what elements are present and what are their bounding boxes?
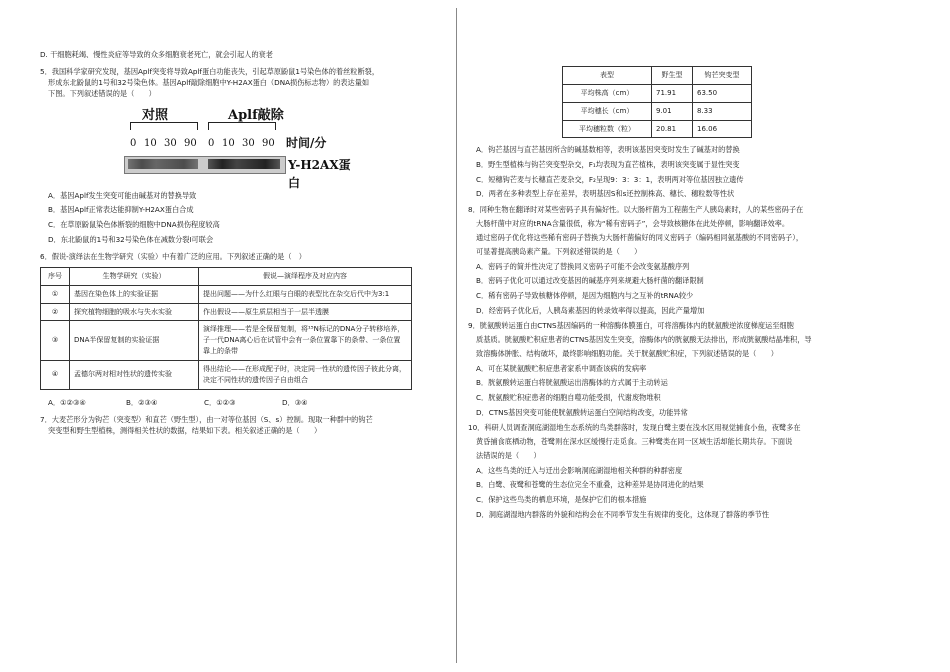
table-cell: 演绎推理——若是全保留复制，将¹⁵N标记的DNA分子转移培养，子一代DNA离心后在试管中会有一条位置靠下的条带、一条位置靠上的条带 — [199, 321, 412, 361]
q7-option-b: B．野生型植株与钩芒突变型杂交，F₁均表现为直芒植株，表明该突变属于显性突变 — [476, 160, 740, 170]
q4-option-d: D. 干细胞耗竭、慢性炎症等导致的众多细胞衰老死亡，就会引起人的衰老 — [40, 50, 273, 59]
left-column — [40, 0, 445, 436]
knockout-label: Aplf敲除 — [228, 107, 284, 123]
tick-label: 10 — [144, 137, 157, 149]
table-cell: DNA半保留复制的实验证据 — [70, 321, 199, 361]
knockout-brace — [208, 122, 276, 130]
table-row — [563, 102, 752, 120]
table-cell: 8.33 — [693, 102, 752, 120]
western-blot-figure — [124, 106, 354, 191]
question-10 — [468, 422, 908, 520]
q8-option-a: A．密码子的简并性决定了替换同义密码子可能不会改变氨基酸序列 — [476, 261, 690, 271]
q8-stem-line3: 通过密码子优化将这些稀有密码子替换为大肠杆菌偏好的同义密码子（编码相同氨基酸的不同密码子）， — [476, 232, 804, 242]
q9-stem-line2: 质基质。胱氨酸贮积症患者的CTNS基因发生突变，溶酶体内的胱氨酸无法排出，形成胱氨酸结晶堆积，导 — [476, 334, 812, 344]
q5-stem-line3: 下图。下列叙述错误的是（ ） — [48, 89, 156, 99]
question-9 — [468, 320, 908, 418]
tick-label: 30 — [164, 137, 177, 149]
tick-label: 30 — [242, 137, 255, 149]
protein-label: Y-H2AX蛋白 — [288, 157, 351, 191]
table-header: 钩芒突变型 — [693, 67, 752, 85]
q10-option-d: D．洞庭湖湿地内群落的外貌和结构会在不同季节发生有规律的变化，这体现了群落的季节性 — [476, 509, 770, 519]
table-cell: 63.50 — [693, 84, 752, 102]
q6-option-c: C．①②③ — [204, 397, 236, 407]
q7-table — [562, 66, 752, 138]
control-label: 对照 — [142, 107, 169, 123]
table-row — [41, 321, 412, 361]
q8-option-b: B．密码子优化可以通过改变基因的碱基序列来规避大肠杆菌的翻译限制 — [476, 276, 704, 286]
table-header: 表型 — [563, 67, 652, 85]
control-band — [128, 159, 198, 169]
q9-option-a: A．可在某胱氨酸贮积症患者家系中调查该病的发病率 — [476, 363, 647, 373]
q8-option-c: C．稀有密码子导致核糖体停顿，是因为细胞内与之互补的tRNA较少 — [476, 290, 694, 300]
q7-option-a: A．钩芒基因与直芒基因所含的碱基数相等，表明该基因突变时发生了碱基对的替换 — [476, 145, 740, 155]
table-header: 野生型 — [652, 67, 693, 85]
q6-options — [40, 397, 445, 408]
q6-option-a: A．①②③④ — [48, 397, 86, 407]
q9-option-c: C．胱氨酸贮积症患者的细胞自噬功能受损，代谢废物堆积 — [476, 393, 661, 403]
tick-label: 90 — [184, 137, 197, 149]
q9-option-d: D．CTNS基因突变可能使胱氨酸转运蛋白空间结构改变，功能异常 — [476, 407, 688, 417]
tick-label: 10 — [222, 137, 235, 149]
table-cell: ④ — [41, 360, 70, 389]
q7-stem-line2: 突变型和野生型植株，测得相关性状的数据，结果如下表。相关叙述正确的是（ ） — [48, 425, 322, 435]
q10-stem-line1: 10．科研人员调查洞庭湖湿地生态系统的鸟类群落时，发现白鹭主要在浅水区用视觉捕食小鱼，夜鹭多在 — [468, 422, 801, 432]
knockout-band — [208, 159, 280, 169]
table-cell: 孟德尔两对相对性状的遗传实验 — [70, 360, 199, 389]
table-row — [41, 360, 412, 389]
q9-stem-line1: 9．胱氨酸转运蛋白由CTNS基因编码的一种溶酶体膜蛋白，可将溶酶体内的胱氨酸逆浓度梯度运至细胞 — [468, 320, 794, 330]
q10-stem-line3: 法错误的是（ ） — [476, 451, 541, 461]
q8-stem-line1: 8．同种生物在翻译时对某些密码子具有偏好性。以大肠杆菌为工程菌生产人胰岛素时，人的某些密码子在 — [468, 204, 804, 214]
control-brace — [130, 122, 198, 130]
column-divider — [456, 8, 457, 663]
table-cell: ② — [41, 303, 70, 321]
question-7 — [40, 414, 445, 436]
table-row — [41, 303, 412, 321]
table-cell: 探究植物细胞的吸水与失水实验 — [70, 303, 199, 321]
table-cell: 9.01 — [652, 102, 693, 120]
q6-stem: 6．假说-演绎法在生物学研究（实验）中有着广泛的应用。下列叙述正确的是（ ） — [40, 251, 306, 261]
q7-stem-line1: 7．大麦芒形分为钩芒（突变型）和直芒（野生型），由一对等位基因（S、s）控制。现取一种群中的钩芒 — [40, 414, 373, 424]
q8-stem-line2: 大肠杆菌中对应的tRNA含量很低，称为“稀有密码子”，会导致核糖体在此处停顿，影响翻译效率。 — [476, 218, 790, 228]
q5-option-b: B．基因Aplf正常表达能抑制Y-H2AX蛋白合成 — [48, 205, 194, 215]
tick-label: 0 — [130, 137, 137, 149]
q5-option-a: A．基因Aplf发生突变可能由碱基对的替换导致 — [48, 190, 197, 200]
q5-stem-line1: 5．我国科学家研究发现，基因Aplf突变将导致Aplf蛋白功能丧失，引起草原鼢鼠1号染色体的着丝粒断裂， — [40, 67, 380, 77]
table-cell: 平均株高（cm） — [563, 84, 652, 102]
table-cell: ③ — [41, 321, 70, 361]
q10-option-c: C．保护这些鸟类的栖息环境，是保护它们的根本措施 — [476, 495, 647, 505]
table-cell: 得出结论——在形成配子时，决定同一性状的遗传因子彼此分离，决定不同性状的遗传因子自由组合 — [199, 360, 412, 389]
q6-table — [40, 267, 412, 390]
tick-label: 90 — [262, 137, 275, 149]
table-cell: ① — [41, 285, 70, 303]
right-column — [468, 0, 908, 520]
table-cell: 基因在染色体上的实验证据 — [70, 285, 199, 303]
q8-stem-line4: 可显著提高胰岛素产量。下列叙述错误的是（ ） — [476, 246, 642, 256]
q9-option-b: B．胱氨酸转运蛋白将胱氨酸运出溶酶体的方式属于主动转运 — [476, 378, 668, 388]
question-6 — [40, 251, 445, 408]
q7-option-d: D．两者在多种表型上存在差异，表明基因S和s还控制株高、穗长、穗粒数等性状 — [476, 189, 735, 199]
table-row — [563, 84, 752, 102]
q10-stem-line2: 黄昏捕食底栖动物，苍鹭则在深水区缓慢行走觅食。三种鹭类在同一区域生活却能长期共存。下面说 — [476, 437, 793, 446]
q5-option-c: C．在草原鼢鼠染色体断裂的细胞中DNA损伤程度较高 — [48, 219, 220, 229]
table-header: 生物学研究（实验） — [70, 267, 199, 285]
table-cell: 71.91 — [652, 84, 693, 102]
q6-option-b: B．②③④ — [126, 397, 158, 407]
q6-option-d: D．③④ — [282, 397, 308, 407]
table-header-row — [41, 267, 412, 285]
table-cell: 16.06 — [693, 120, 752, 138]
table-cell: 平均穗粒数（粒） — [563, 120, 652, 138]
table-cell: 平均穗长（cm） — [563, 102, 652, 120]
question-5 — [40, 66, 445, 245]
q9-stem-line3: 致溶酶体肿胀、结构破坏，最终影响细胞功能。关于胱氨酸贮积症，下列叙述错误的是（ ） — [476, 349, 778, 359]
table-header: 假说—演绎程序及对应内容 — [199, 267, 412, 285]
table-cell: 提出问题——为什么红眼与白眼的表型比在杂交后代中为3:1 — [199, 285, 412, 303]
q5-option-d: D．东北鼢鼠的1号和32号染色体在减数分裂Ⅰ可联会 — [48, 234, 214, 244]
table-cell: 作出假设——原生质层相当于一层半透膜 — [199, 303, 412, 321]
q8-option-d: D．经密码子优化后，人胰岛素基因的转录效率得以提高，因此产量增加 — [476, 305, 705, 315]
table-row — [41, 285, 412, 303]
table-header-row — [563, 67, 752, 85]
q10-option-b: B．白鹭、夜鹭和苍鹭的生态位完全不重叠，这种差异是协同进化的结果 — [476, 480, 704, 490]
time-axis-label: 时间/分 — [286, 135, 327, 150]
table-cell: 20.81 — [652, 120, 693, 138]
tick-label: 0 — [208, 137, 215, 149]
question-8 — [468, 204, 908, 316]
q10-option-a: A．这些鸟类的迁入与迁出会影响洞庭湖湿地相关种群的种群密度 — [476, 465, 683, 475]
table-row — [563, 120, 752, 138]
q7-option-c: C．短穗钩芒麦与长穗直芒麦杂交，F₂呈现9：3：3：1，表明两对等位基因独立遗传 — [476, 174, 744, 184]
table-header: 序号 — [41, 267, 70, 285]
q5-stem-line2: 形成东北鼢鼠的1号和32号染色体。基因Aplf敲除细胞中Y-H2AX蛋白（DNA损伤标志物）的表达量如 — [48, 78, 370, 88]
